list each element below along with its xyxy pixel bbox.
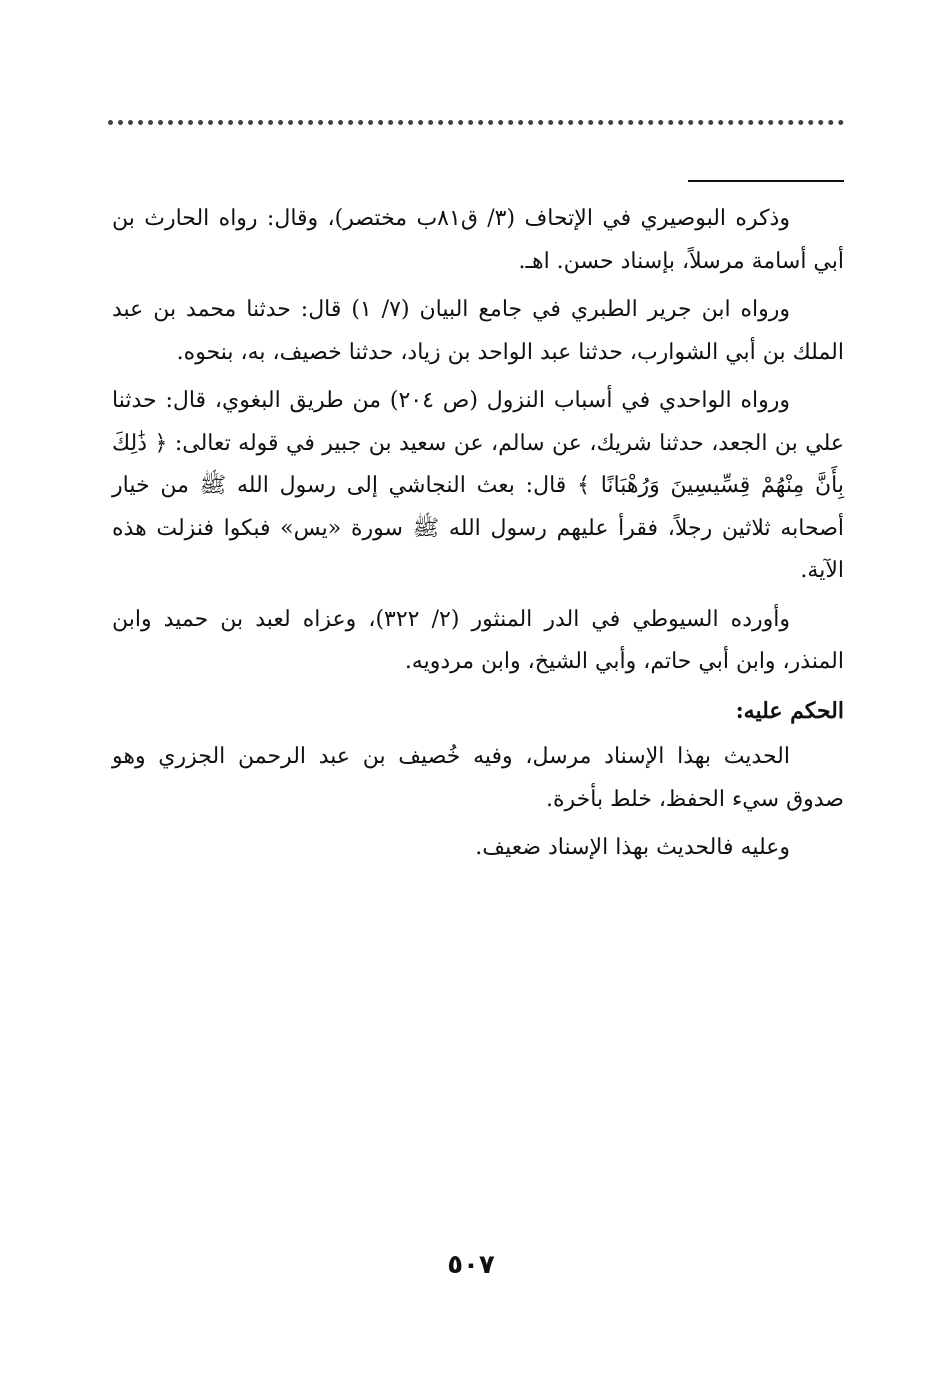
paragraph-conclusion: وعليه فالحديث بهذا الإسناد ضعيف.	[475, 835, 790, 860]
ruling-heading: الحكم عليه:	[735, 697, 844, 724]
paragraph-ruling: الحديث بهذا الإسناد مرسل، وفيه خُصيف بن عبد الرحمن الجزري وهو صدوق سيء الحفظ، خلط بأخرة.	[112, 744, 844, 812]
paragraph-busiri: وذكره البوصيري في الإتحاف (٣/ ق٨١ب مختصر)، وقال: رواه الحارث بن أبي أسامة مرسلاً، بإسناد حسن. اهـ.	[112, 206, 844, 274]
page-number: ٥٠٧	[447, 1250, 495, 1280]
paragraph-wahidi-text-2: قال: بعث النجاشي إلى رسول الله ﷺ من خيار أصحابه ثلاثين رجلاً، فقرأ عليهم رسول الله ﷺ سورة «يس» فبكوا فنزلت هذه الآية.	[112, 473, 844, 583]
footnote-rule	[688, 180, 844, 182]
page-body	[112, 198, 844, 876]
quran-verse: ﴿ ذَٰلِكَ بِأَنَّ مِنْهُمْ قِسِّيسِينَ وَرُهْبَانًا ﴾	[112, 430, 844, 498]
dotted-separator	[108, 120, 844, 125]
paragraph-suyuti: وأورده السيوطي في الدر المنثور (٢/ ٣٢٢)، وعزاه لعبد بن حميد وابن المنذر، وابن أبي حاتم، وأبي الشيخ، وابن مردويه.	[112, 606, 844, 674]
paragraph-wahidi-text-1: ورواه الواحدي في أسباب النزول (ص ٢٠٤) من طريق البغوي، قال: حدثنا علي بن الجعد، حدثنا شريك، عن سالم، عن سعيد بن جبير في قوله تعالى:	[112, 388, 844, 456]
paragraph-tabari: ورواه ابن جرير الطبري في جامع البيان (٧/ ١) قال: حدثنا محمد بن عبد الملك بن أبي الشوارب، حدثنا عبد الواحد بن زياد، حدثنا خصيف، به، بنحوه.	[112, 297, 844, 365]
paragraph-wahidi	[112, 380, 844, 593]
